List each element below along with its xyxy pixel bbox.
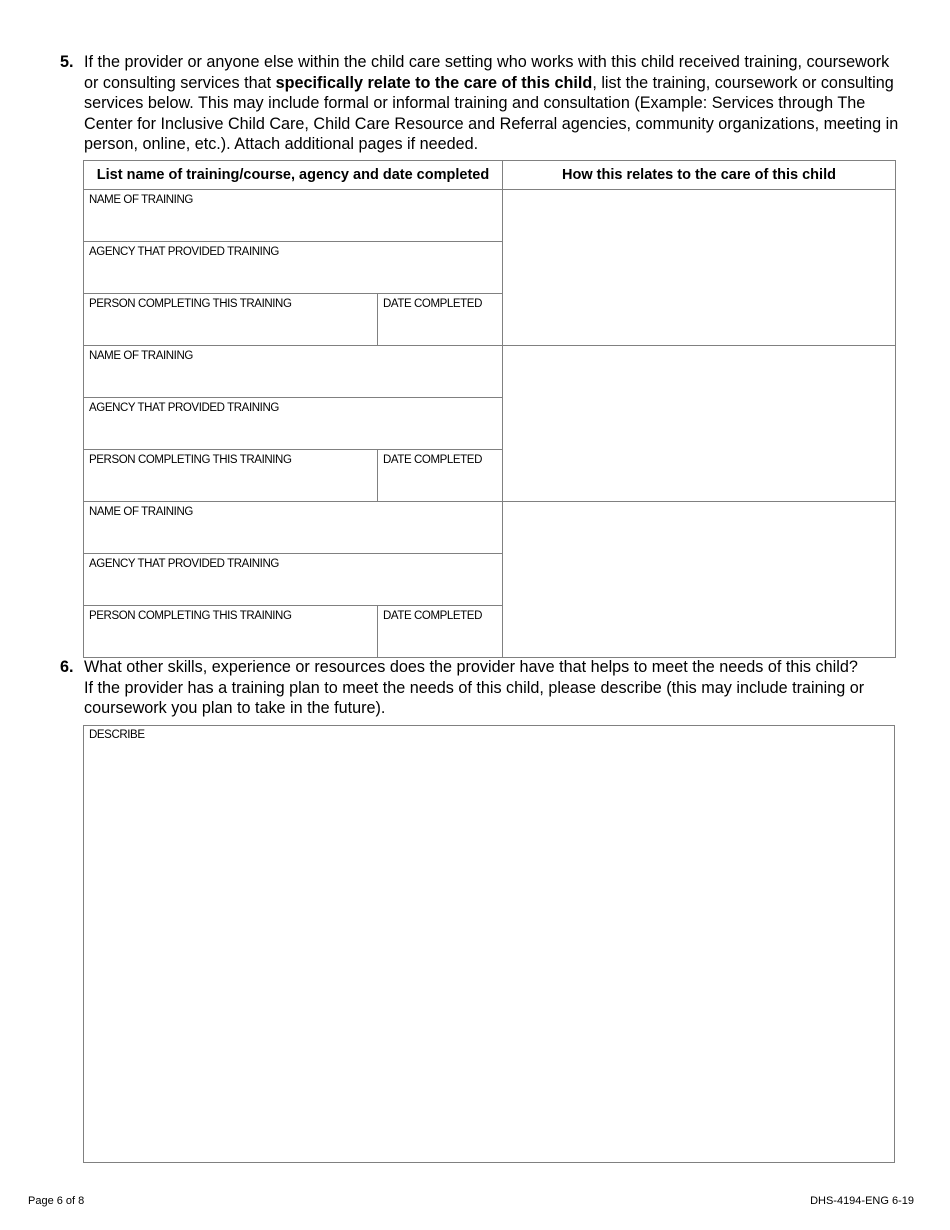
field-label: PERSON COMPLETING THIS TRAINING: [89, 298, 292, 310]
field-label: AGENCY THAT PROVIDED TRAINING: [89, 402, 279, 414]
describe-label: DESCRIBE: [89, 729, 145, 741]
person-field[interactable]: [84, 606, 378, 658]
question-6-text: [84, 657, 900, 719]
field-label: AGENCY THAT PROVIDED TRAINING: [89, 246, 279, 258]
relation-field[interactable]: [503, 346, 896, 502]
agency-field[interactable]: [84, 242, 503, 294]
field-label: PERSON COMPLETING THIS TRAINING: [89, 610, 292, 622]
person-field[interactable]: [84, 450, 378, 502]
question-6-number: 6.: [60, 658, 74, 676]
date-completed-field[interactable]: [378, 294, 503, 346]
question-6: [60, 657, 900, 719]
question-6-line1: What other skills, experience or resources does the provider have that helps to meet the needs of this child?: [84, 658, 858, 676]
field-label: AGENCY THAT PROVIDED TRAINING: [89, 558, 279, 570]
field-label: NAME OF TRAINING: [89, 194, 193, 206]
training-name-field[interactable]: [84, 190, 503, 242]
field-label: NAME OF TRAINING: [89, 506, 193, 518]
training-name-field[interactable]: [84, 502, 503, 554]
date-completed-field[interactable]: [378, 450, 503, 502]
relation-column-header: How this relates to the care of this child: [503, 161, 896, 190]
page-number: Page 6 of 8: [28, 1195, 85, 1207]
describe-field[interactable]: [83, 725, 895, 1163]
question-5-text-part2: , list the training, coursework or consulting services below. This may include formal or informal training and consultation (Example: Services through The Center for Inclusive Child Care, Child Care Resource and Referral agencies, community organizations, meeting in person, online, etc.). Attach additional pages if needed.: [84, 73, 899, 153]
field-label: NAME OF TRAINING: [89, 350, 193, 362]
date-completed-field[interactable]: [378, 606, 503, 658]
relation-field[interactable]: [503, 190, 896, 346]
table-row: [84, 190, 896, 242]
field-label: PERSON COMPLETING THIS TRAINING: [89, 454, 292, 466]
field-label: DATE COMPLETED: [383, 454, 482, 466]
training-table: [83, 160, 896, 658]
question-5: [60, 52, 900, 155]
question-5-text: [84, 52, 900, 155]
question-6-line2: If the provider has a training plan to meet the needs of this child, please describe (this may include training or coursework you plan to take in the future).: [84, 678, 865, 717]
person-field[interactable]: [84, 294, 378, 346]
relation-field[interactable]: [503, 502, 896, 658]
table-row: [84, 502, 896, 554]
agency-field[interactable]: [84, 398, 503, 450]
form-code: DHS-4194-ENG 6-19: [810, 1195, 914, 1207]
table-row: [84, 346, 896, 398]
agency-field[interactable]: [84, 554, 503, 606]
training-name-field[interactable]: [84, 346, 503, 398]
field-label: DATE COMPLETED: [383, 298, 482, 310]
training-column-header: List name of training/course, agency and date completed: [84, 161, 503, 190]
question-5-number: 5.: [60, 53, 74, 71]
question-5-text-bold: specifically relate to the care of this child: [275, 73, 593, 92]
question-5-text-part1: If the provider or anyone else within the child care setting who works with this child received training, coursework or consulting services that: [84, 53, 890, 92]
field-label: DATE COMPLETED: [383, 610, 482, 622]
